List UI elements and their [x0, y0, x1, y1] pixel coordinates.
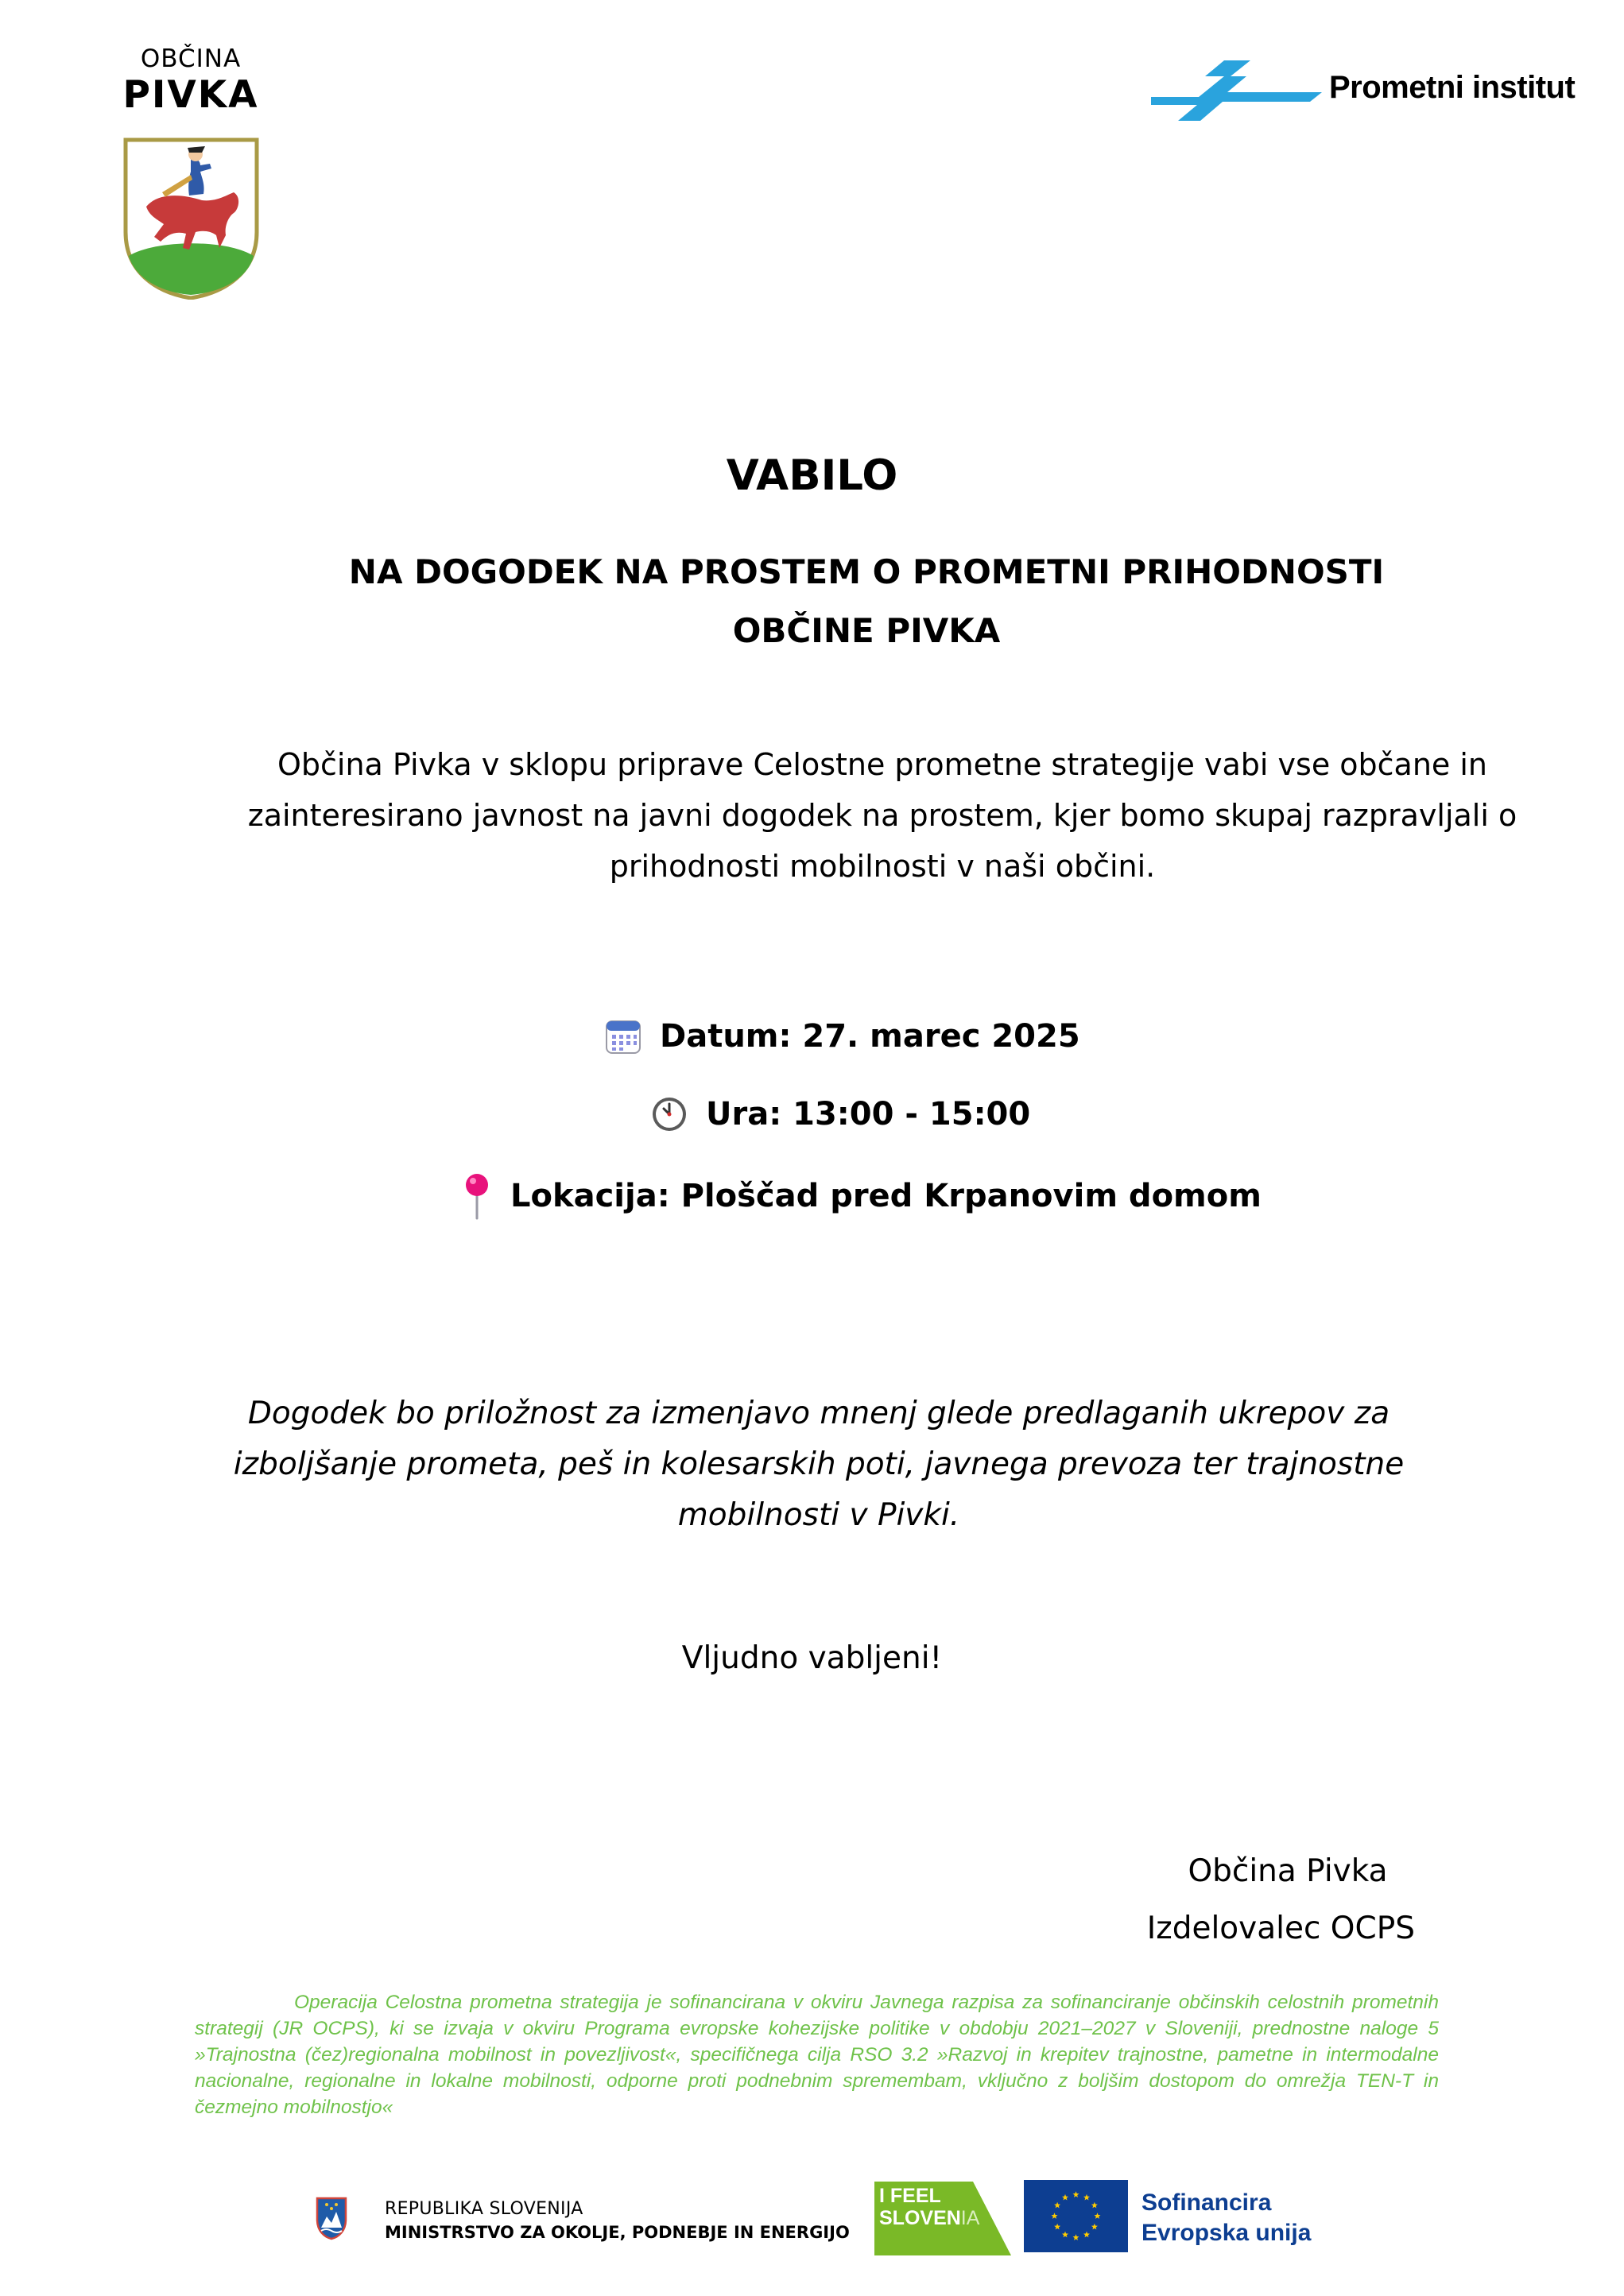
page-title: VABILO: [726, 451, 898, 500]
page-subtitle: [238, 543, 1494, 660]
location-pin-icon: [461, 1172, 493, 1220]
slovenia-coat-of-arms-icon: [315, 2196, 348, 2240]
institute-name: Prometni institut: [1329, 70, 1576, 105]
eu-flag-icon: [1024, 2180, 1128, 2252]
municipality-label: OBČINA: [140, 45, 242, 73]
event-location-text: Lokacija: Ploščad pred Krpanovim domom: [510, 1178, 1262, 1214]
prometni-institut-logo-icon: [1151, 59, 1322, 126]
signature-municipality: Občina Pivka: [1188, 1853, 1388, 1889]
closing-greeting: Vljudno vabljeni!: [681, 1640, 943, 1676]
intro-paragraph: Občina Pivka v sklopu priprave Celostne prometne strategije vabi vse občane in zainteresirano javnost na javni dogodek na prostem, kjer bomo skupaj razpravljali o prihodnosti mobilnosti v naši občini.: [247, 747, 1517, 884]
event-date: [604, 1017, 1080, 1055]
ifs-line-2a: SLOVEN: [879, 2207, 961, 2229]
municipality-name: PIVKA: [122, 73, 259, 117]
ifs-line-2: [879, 2207, 979, 2230]
event-date-text: Datum: 27. marec 2025: [660, 1018, 1080, 1055]
event-location: [461, 1172, 1262, 1220]
funding-note: Operacija Celostna prometna strategija je sofinancirana v okviru Javnega razpisa za sofinanciranje občinskih celostnih prometnih strategij (JR OCPS), ki se izvaja v okviru Programa evropske kohezijske politike v obdobju 2021–2027 v Sloveniji, prednostne naloge 5 »Trajnostna (čez)regionalna mobilnost in povezljivost«, specifičnega cilja RSO 3.2 »Razvoj in krepitev trajnostne, pametne in intermodalne nacionalne, regionalne in lokalne mobilnosti, odporne proti podnebnim spremembam, vključno z boljšim dostopom do omrežja TEN-T in čezmejno mobilnostjo«: [195, 1992, 1439, 2118]
municipality-crest-logo: [122, 137, 260, 300]
calendar-icon: [604, 1017, 642, 1055]
i-feel-slovenia-logo: [874, 2182, 1011, 2255]
event-time: [650, 1095, 1030, 1133]
ministry-country: REPUBLIKA SLOVENIJA: [385, 2199, 583, 2219]
signature-author: Izdelovalec OCPS: [1146, 1911, 1415, 1946]
event-description: Dogodek bo priložnost za izmenjavo mnenj glede predlaganih ukrepov za izboljšanje prometa, peš in kolesarskih poti, javnega prevoza ter trajnostne mobilnosti v Pivki.: [233, 1396, 1405, 1533]
ministry-name: MINISTRSTVO ZA OKOLJE, PODNEBJE IN ENERGIJO: [385, 2223, 850, 2242]
eu-union-label: Evropska unija: [1141, 2220, 1312, 2246]
ifs-line-1: I FEEL: [879, 2185, 941, 2207]
ifs-line-2b: IA: [960, 2207, 980, 2229]
clock-icon: [650, 1095, 688, 1133]
event-time-text: Ura: 13:00 - 15:00: [706, 1096, 1031, 1133]
eu-cofinanced-label: Sofinancira: [1141, 2190, 1272, 2216]
subtitle-line-2: OBČINE PIVKA: [732, 611, 1001, 650]
subtitle-line-1: NA DOGODEK NA PROSTEM O PROMETNI PRIHODNOSTI: [348, 552, 1385, 591]
